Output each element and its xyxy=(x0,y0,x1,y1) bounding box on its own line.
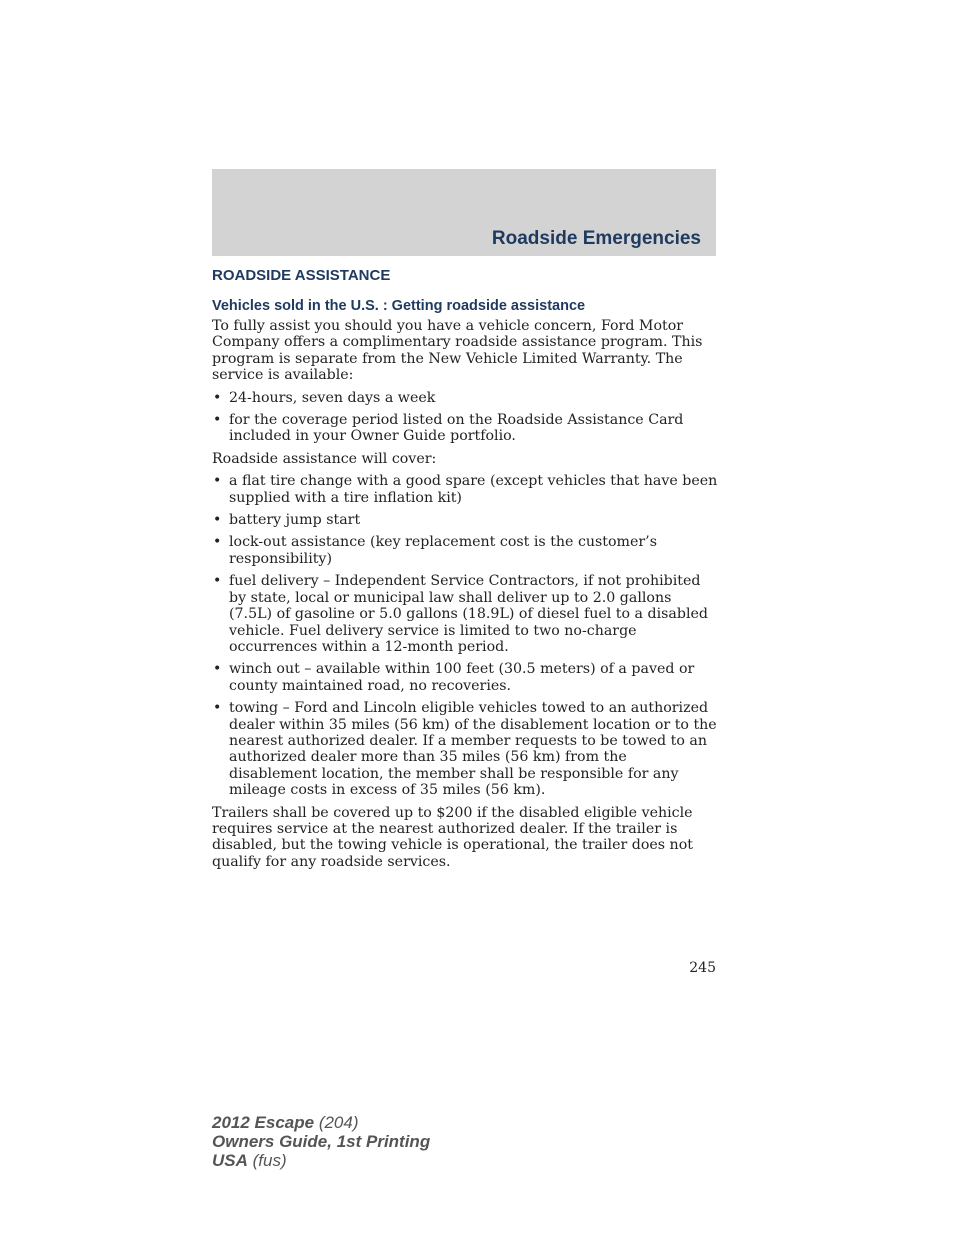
bullet-icon: • xyxy=(213,512,222,529)
list-item: • towing – Ford and Lincoln eligible vehicles towed to an authorized dealer within 35 miles (56 km) of the disablement location or to the nearest authorized dealer. If a member requests to be towed to an authorized dealer more than 35 miles (56 km) from the disablement location, the member shall be responsible for any mileage costs in excess of 35 miles (56 km). xyxy=(213,700,717,799)
bullet-icon: • xyxy=(213,534,222,551)
coverage-list xyxy=(212,473,718,798)
intro-paragraph: To fully assist you should you have a vehicle concern, Ford Motor Company offers a complimentary roadside assistance program. This program is separate from the New Vehicle Limited Warranty. The service is available: xyxy=(212,318,703,384)
section-subtitle: Vehicles sold in the U.S. : Getting roadside assistance xyxy=(212,298,586,314)
page-content xyxy=(212,266,718,876)
availability-list xyxy=(212,390,718,445)
bullet-icon: • xyxy=(213,700,222,717)
footer-line-model: 2012 Escape (204) xyxy=(212,1113,359,1132)
footer-line-printing: Owners Guide, 1st Printing xyxy=(212,1132,431,1151)
list-item: • battery jump start xyxy=(213,512,361,529)
coverage-intro: Roadside assistance will cover: xyxy=(212,450,437,467)
list-item: • winch out – available within 100 feet (30.5 meters) of a paved or county maintained road, no recoveries. xyxy=(213,661,695,694)
trailers-paragraph: Trailers shall be covered up to $200 if the disabled eligible vehicle requires service at the nearest authorized dealer. If the trailer is disabled, but the towing vehicle is operational, the trailer does not qualify for any roadside services. xyxy=(212,804,693,870)
footer-line-region: USA (fus) xyxy=(212,1151,287,1170)
section-title: ROADSIDE ASSISTANCE xyxy=(212,267,391,284)
page-number: 245 xyxy=(689,960,716,976)
bullet-icon: • xyxy=(213,389,222,406)
list-item: • 24-hours, seven days a week xyxy=(213,389,436,406)
footer-edition-info xyxy=(212,1113,430,1170)
list-item: • fuel delivery – Independent Service Contractors, if not prohibited by state, local or municipal law shall deliver up to 2.0 gallons (7.5L) of gasoline or 5.0 gallons (18.9L) of diesel fuel to a disabled vehicle. Fuel delivery service is limited to two no-charge occurrences within a 12-month period. xyxy=(213,573,708,655)
bullet-icon: • xyxy=(213,412,222,429)
bullet-icon: • xyxy=(213,473,222,490)
list-item: • lock-out assistance (key replacement cost is the customer’s responsibility) xyxy=(213,534,657,567)
bullet-icon: • xyxy=(213,661,222,678)
bullet-icon: • xyxy=(213,573,222,590)
chapter-title: Roadside Emergencies xyxy=(491,228,701,249)
list-item: • a flat tire change with a good spare (except vehicles that have been supplied with a tire inflation kit) xyxy=(213,473,718,506)
list-item: • for the coverage period listed on the Roadside Assistance Card included in your Owner Guide portfolio. xyxy=(213,412,684,445)
chapter-header-band xyxy=(212,169,716,256)
